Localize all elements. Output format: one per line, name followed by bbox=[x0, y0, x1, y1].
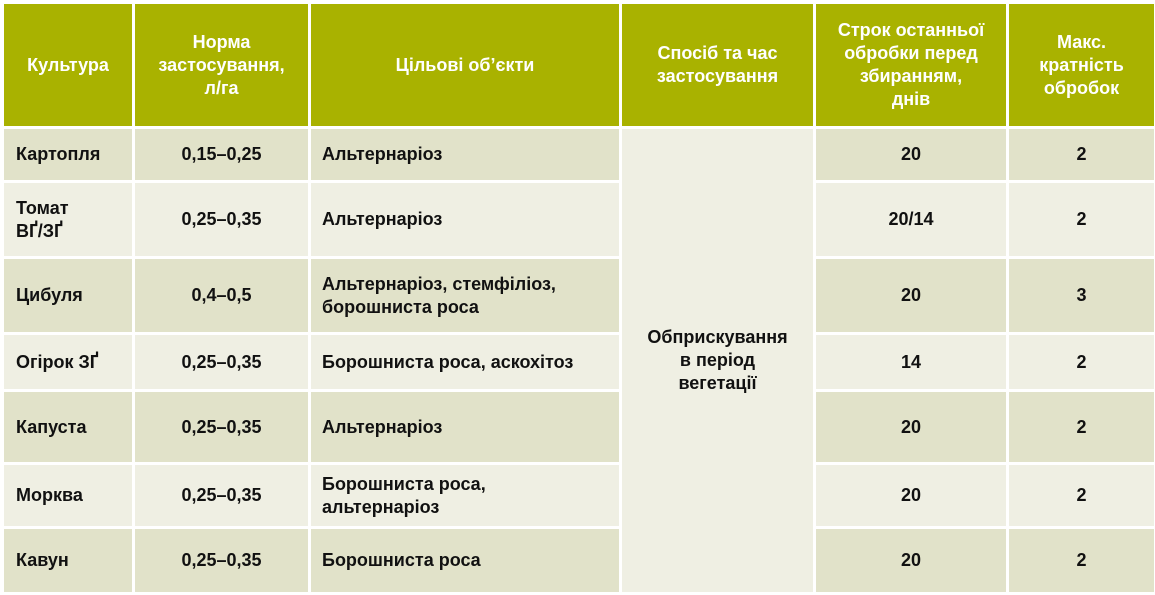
table-row bbox=[3, 128, 1155, 182]
cell-targets bbox=[310, 464, 621, 528]
cell-targets-line: Борошниста роса bbox=[322, 549, 619, 572]
cell-targets bbox=[310, 528, 621, 594]
cell-crop bbox=[3, 128, 134, 182]
header-rate-line: Норма bbox=[135, 31, 308, 54]
table-row bbox=[3, 182, 1155, 258]
cell-method bbox=[621, 128, 815, 594]
cell-crop bbox=[3, 528, 134, 594]
cell-crop-line: Томат bbox=[16, 197, 132, 220]
cell-days: 20 bbox=[815, 391, 1008, 464]
cell-targets-line: Альтернаріоз, стемфіліоз, bbox=[322, 273, 619, 296]
header-rate-line: застосування, bbox=[135, 54, 308, 77]
cell-crop bbox=[3, 334, 134, 391]
cell-crop-line: Цибуля bbox=[16, 284, 132, 307]
cell-targets-line: борошниста роса bbox=[322, 296, 619, 319]
table-row bbox=[3, 528, 1155, 594]
header-rate bbox=[134, 3, 310, 128]
cell-crop bbox=[3, 464, 134, 528]
cell-targets bbox=[310, 182, 621, 258]
header-days-line: днів bbox=[816, 88, 1006, 111]
cell-targets-line: Альтернаріоз bbox=[322, 143, 619, 166]
header-row bbox=[3, 3, 1155, 128]
header-method bbox=[621, 3, 815, 128]
cell-targets bbox=[310, 258, 621, 334]
cell-targets-line: альтернаріоз bbox=[322, 496, 619, 519]
cell-rate: 0,25–0,35 bbox=[134, 182, 310, 258]
cell-days: 20 bbox=[815, 464, 1008, 528]
cell-crop-line: Картопля bbox=[16, 143, 132, 166]
header-targets: Цільові об’єкти bbox=[310, 3, 621, 128]
header-method-line: застосування bbox=[622, 65, 813, 88]
cell-days: 20/14 bbox=[815, 182, 1008, 258]
pesticide-application-table bbox=[1, 1, 1155, 595]
cell-crop-line: Огірок ЗҐ bbox=[16, 351, 132, 374]
cell-rate: 0,25–0,35 bbox=[134, 334, 310, 391]
cell-days: 20 bbox=[815, 528, 1008, 594]
cell-crop bbox=[3, 391, 134, 464]
cell-rate: 0,25–0,35 bbox=[134, 528, 310, 594]
table-row bbox=[3, 464, 1155, 528]
cell-max: 2 bbox=[1008, 391, 1155, 464]
cell-days: 20 bbox=[815, 128, 1008, 182]
header-crop: Культура bbox=[3, 3, 134, 128]
cell-method-line: в період bbox=[622, 349, 813, 372]
cell-days: 20 bbox=[815, 258, 1008, 334]
cell-crop-line: ВҐ/ЗҐ bbox=[16, 220, 132, 243]
header-max-line: обробок bbox=[1009, 77, 1154, 100]
table-row bbox=[3, 334, 1155, 391]
cell-days: 14 bbox=[815, 334, 1008, 391]
cell-targets bbox=[310, 334, 621, 391]
cell-crop bbox=[3, 258, 134, 334]
table-row bbox=[3, 258, 1155, 334]
cell-max: 2 bbox=[1008, 528, 1155, 594]
header-days-line: Строк останньої bbox=[816, 19, 1006, 42]
header-max-line: Макс. bbox=[1009, 31, 1154, 54]
cell-max: 2 bbox=[1008, 334, 1155, 391]
cell-targets-line: Альтернаріоз bbox=[322, 416, 619, 439]
header-max-line: кратність bbox=[1009, 54, 1154, 77]
cell-crop-line: Кавун bbox=[16, 549, 132, 572]
cell-rate: 0,25–0,35 bbox=[134, 464, 310, 528]
header-days-line: обробки перед bbox=[816, 42, 1006, 65]
table-row bbox=[3, 391, 1155, 464]
cell-crop bbox=[3, 182, 134, 258]
header-max bbox=[1008, 3, 1155, 128]
cell-rate: 0,4–0,5 bbox=[134, 258, 310, 334]
cell-rate: 0,15–0,25 bbox=[134, 128, 310, 182]
header-days bbox=[815, 3, 1008, 128]
cell-method-line: вегетації bbox=[622, 372, 813, 395]
cell-targets bbox=[310, 391, 621, 464]
cell-crop-line: Капуста bbox=[16, 416, 132, 439]
cell-max: 2 bbox=[1008, 464, 1155, 528]
cell-targets-line: Борошниста роса, bbox=[322, 473, 619, 496]
cell-targets-line: Борошниста роса, аскохітоз bbox=[322, 351, 619, 374]
cell-rate: 0,25–0,35 bbox=[134, 391, 310, 464]
cell-crop-line: Морква bbox=[16, 484, 132, 507]
cell-targets-line: Альтернаріоз bbox=[322, 208, 619, 231]
header-method-line: Спосіб та час bbox=[622, 42, 813, 65]
cell-method-line: Обприскування bbox=[622, 326, 813, 349]
cell-max: 2 bbox=[1008, 182, 1155, 258]
cell-targets bbox=[310, 128, 621, 182]
header-rate-line: л/га bbox=[135, 77, 308, 100]
cell-max: 3 bbox=[1008, 258, 1155, 334]
header-days-line: збиранням, bbox=[816, 65, 1006, 88]
cell-max: 2 bbox=[1008, 128, 1155, 182]
